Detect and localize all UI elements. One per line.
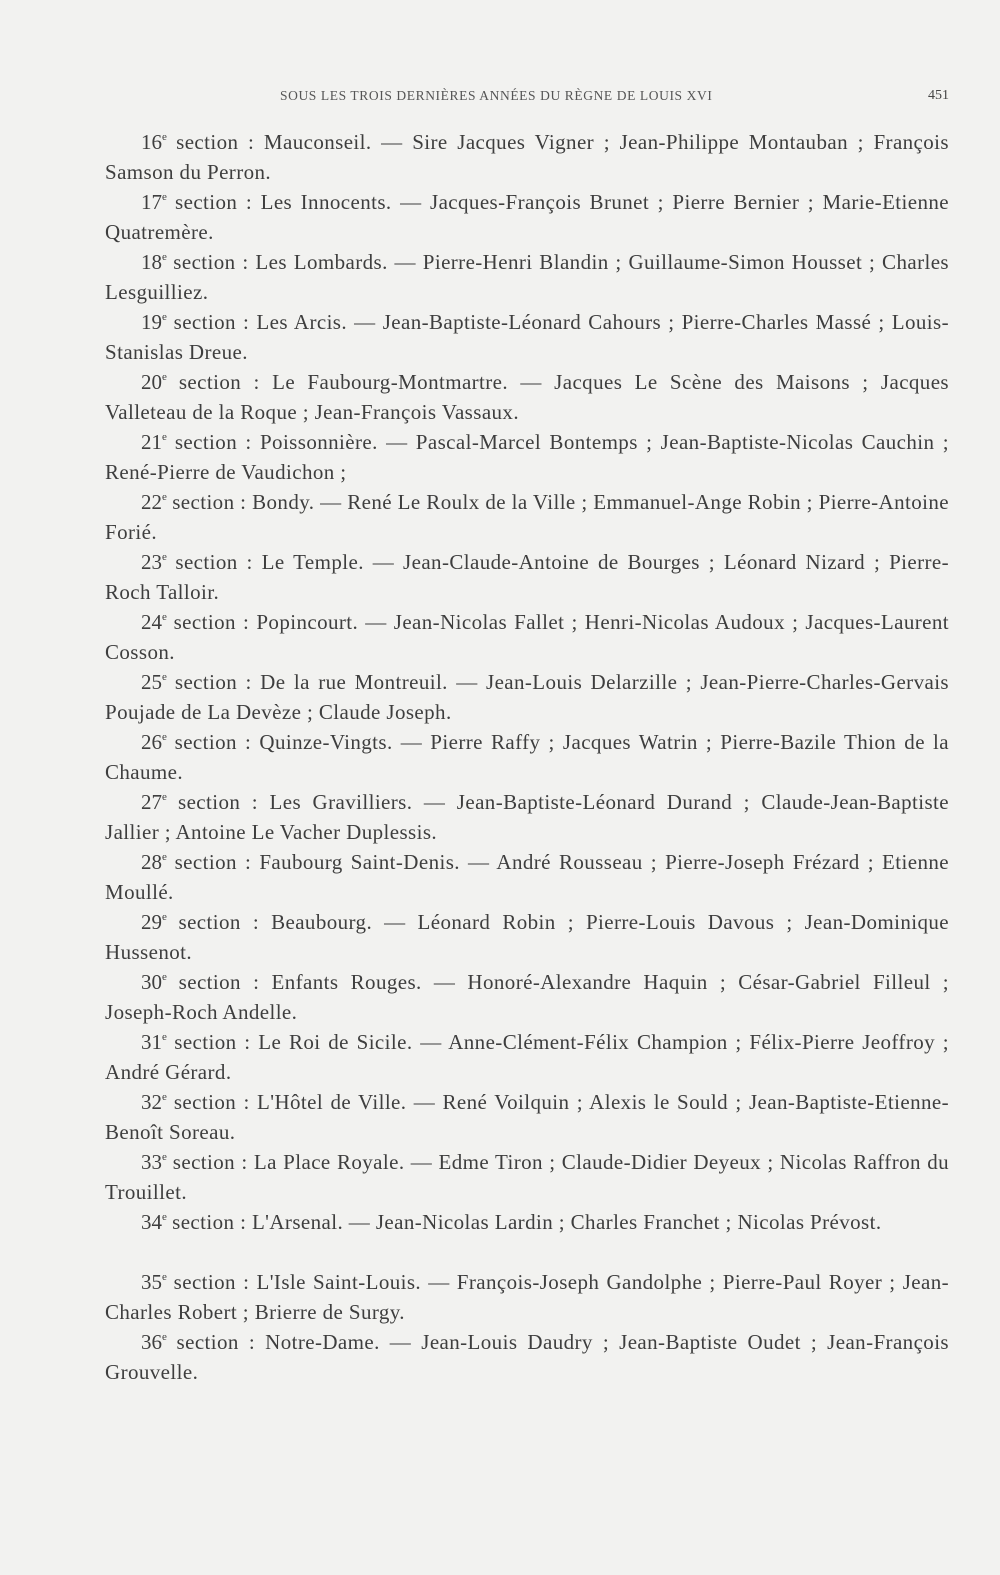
section-entry: [105, 367, 949, 427]
section-text: section : Popincourt. — Jean-Nicolas Fallet ; Henri-Nicolas Audoux ; Jacques-Laurent Cosson.: [105, 610, 949, 664]
section-text: section : Quinze-Vingts. — Pierre Raffy ; Jacques Watrin ; Pierre-Bazile Thion de la Chaume.: [105, 730, 949, 784]
section-number: 17e: [141, 190, 167, 214]
section-number: 21e: [141, 430, 167, 454]
section-text: section : De la rue Montreuil. — Jean-Louis Delarzille ; Jean-Pierre-Charles-Gervais Poujade de La Devèze ; Claude Joseph.: [105, 670, 949, 724]
section-text: section : Le Temple. — Jean-Claude-Antoine de Bourges ; Léonard Nizard ; Pierre-Roch Talloir.: [105, 550, 949, 604]
section-text: section : Les Lombards. — Pierre-Henri Blandin ; Guillaume-Simon Housset ; Charles Lesguilliez.: [105, 250, 949, 304]
section-number: 26e: [141, 730, 167, 754]
section-number: 22e: [141, 490, 167, 514]
section-entry: [105, 1027, 949, 1087]
section-number: 23e: [141, 550, 167, 574]
section-list: [105, 127, 949, 1387]
section-text: section : L'Hôtel de Ville. — René Voilquin ; Alexis le Sould ; Jean-Baptiste-Etienne-Benoît Soreau.: [105, 1090, 949, 1144]
section-number: 25e: [141, 670, 167, 694]
section-entry: [105, 847, 949, 907]
section-entry: [105, 187, 949, 247]
section-entry: [105, 1087, 949, 1147]
section-entry: [105, 247, 949, 307]
section-text: section : Faubourg Saint-Denis. — André Rousseau ; Pierre-Joseph Frézard ; Etienne Moullé.: [105, 850, 949, 904]
section-text: section : Notre-Dame. — Jean-Louis Daudry ; Jean-Baptiste Oudet ; Jean-François Grouvelle.: [105, 1330, 949, 1384]
section-number: 34e: [141, 1210, 167, 1234]
section-number: 30e: [141, 970, 167, 994]
section-entry: [105, 907, 949, 967]
section-entry: [105, 607, 949, 667]
section-text: section : Poissonnière. — Pascal-Marcel Bontemps ; Jean-Baptiste-Nicolas Cauchin ; René-Pierre de Vaudichon ;: [105, 430, 949, 484]
section-entry: [105, 1267, 949, 1327]
section-text: section : Les Arcis. — Jean-Baptiste-Léonard Cahours ; Pierre-Charles Massé ; Louis-Stanislas Dreue.: [105, 310, 949, 364]
section-text: section : L'Isle Saint-Louis. — François-Joseph Gandolphe ; Pierre-Paul Royer ; Jean-Charles Robert ; Brierre de Surgy.: [105, 1270, 949, 1324]
section-number: 16e: [141, 130, 167, 154]
section-text: section : Enfants Rouges. — Honoré-Alexandre Haquin ; César-Gabriel Filleul ; Joseph-Roch Andelle.: [105, 970, 949, 1024]
section-number: 36e: [141, 1330, 167, 1354]
section-entry: [105, 1207, 949, 1267]
section-entry: [105, 1147, 949, 1207]
section-number: 32e: [141, 1090, 167, 1114]
section-text: section : Les Innocents. — Jacques-François Brunet ; Pierre Bernier ; Marie-Etienne Quatremère.: [105, 190, 949, 244]
running-header: SOUS LES TROIS DERNIÈRES ANNÉES DU RÈGNE DE LOUIS XVI: [280, 88, 713, 103]
section-entry: [105, 787, 949, 847]
section-number: 19e: [141, 310, 167, 334]
section-entry: [105, 1327, 949, 1387]
section-number: 31e: [141, 1030, 167, 1054]
section-number: 29e: [141, 910, 167, 934]
page-number: 451: [928, 88, 949, 103]
section-entry: [105, 487, 949, 547]
section-entry: [105, 727, 949, 787]
section-entry: [105, 967, 949, 1027]
section-text: section : L'Arsenal. — Jean-Nicolas Lardin ; Charles Franchet ; Nicolas Prévost.: [172, 1210, 882, 1234]
section-text: section : Bondy. — René Le Roulx de la Ville ; Emmanuel-Ange Robin ; Pierre-Antoine Forié.: [105, 490, 949, 544]
section-number: 33e: [141, 1150, 167, 1174]
section-number: 27e: [141, 790, 167, 814]
section-text: section : Les Gravilliers. — Jean-Baptiste-Léonard Durand ; Claude-Jean-Baptiste Jallier ; Antoine Le Vacher Duplessis.: [105, 790, 949, 844]
section-number: 35e: [141, 1270, 167, 1294]
section-number: 20e: [141, 370, 167, 394]
section-text: section : Mauconseil. — Sire Jacques Vigner ; Jean-Philippe Montauban ; François Samson du Perron.: [105, 130, 949, 184]
section-entry: [105, 547, 949, 607]
section-entry: [105, 427, 949, 487]
section-text: section : La Place Royale. — Edme Tiron ; Claude-Didier Deyeux ; Nicolas Raffron du Trouillet.: [105, 1150, 949, 1204]
section-text: section : Le Roi de Sicile. — Anne-Clément-Félix Champion ; Félix-Pierre Jeoffroy ; André Gérard.: [105, 1030, 949, 1084]
section-text: section : Beaubourg. — Léonard Robin ; Pierre-Louis Davous ; Jean-Dominique Hussenot.: [105, 910, 949, 964]
section-number: 28e: [141, 850, 167, 874]
section-text: section : Le Faubourg-Montmartre. — Jacques Le Scène des Maisons ; Jacques Valleteau de la Roque ; Jean-François Vassaux.: [105, 370, 949, 424]
section-entry: [105, 127, 949, 187]
section-number: 24e: [141, 610, 167, 634]
section-number: 18e: [141, 250, 167, 274]
section-entry: [105, 667, 949, 727]
section-entry: [105, 307, 949, 367]
